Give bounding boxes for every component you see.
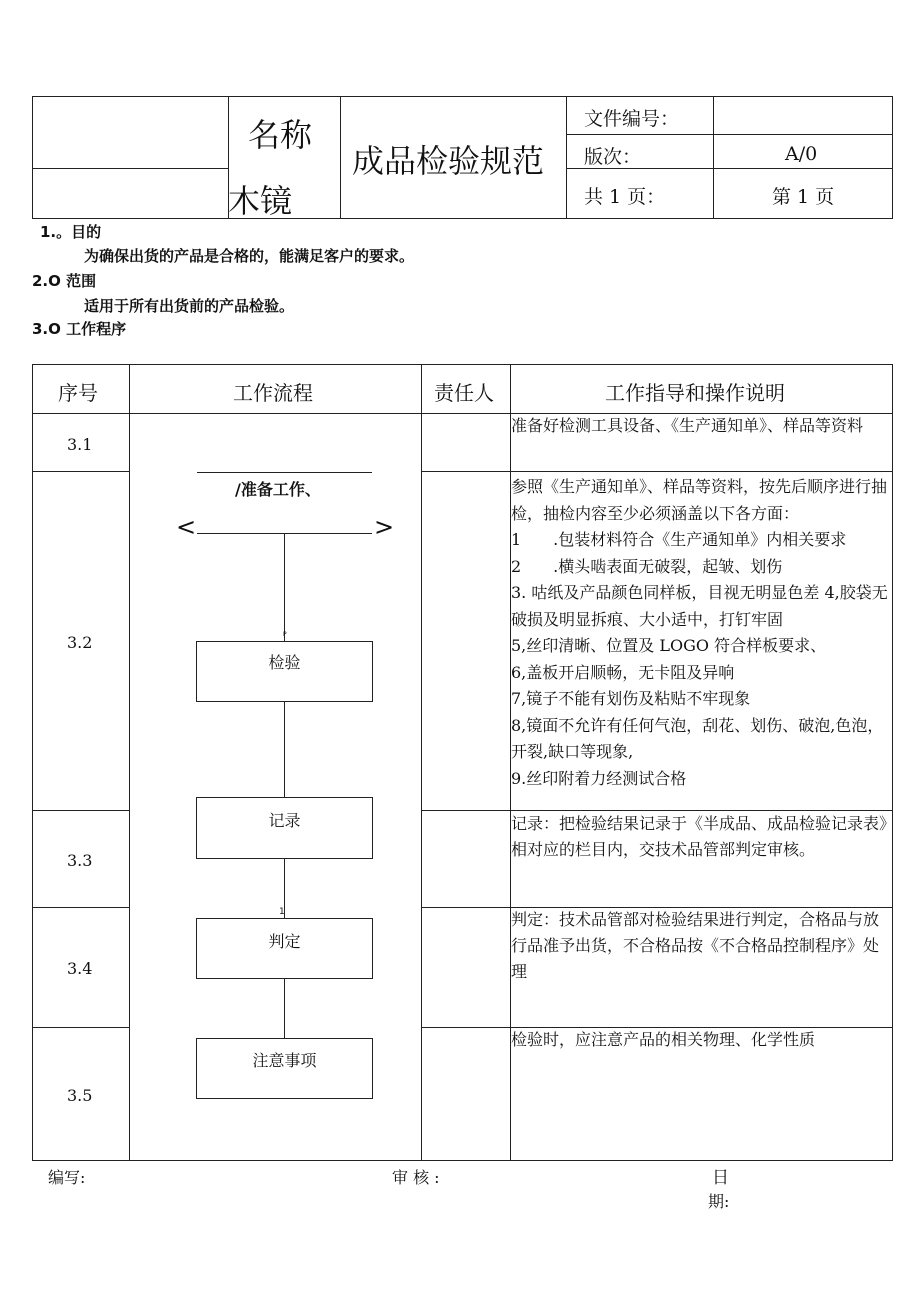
- instruction-line: 2 .横头啮表面无破裂，起皱、划伤: [511, 556, 783, 576]
- review-label: 审 核 :: [392, 1168, 440, 1187]
- doc-title: 成品检验规范: [352, 142, 545, 180]
- flow-connector: [284, 979, 285, 1038]
- col-header-owner: 责任人: [434, 381, 494, 405]
- date-label-top: 日: [712, 1168, 729, 1188]
- name-label: 名称: [248, 116, 313, 154]
- instruction-line: 1 .包装材料符合《生产通知单》内相关要求: [511, 530, 847, 549]
- version-value: A/0: [785, 143, 818, 165]
- flow-connector: [284, 702, 285, 797]
- flow-step-judge: [196, 918, 373, 979]
- row-no: 3.4: [67, 959, 93, 978]
- instruction-line: 8,镜面不允许有任何气泡，刮花、划伤、破泡,色泡，开裂,缺口等现象,: [511, 715, 884, 761]
- instruction-cell-3-4: [511, 907, 894, 1027]
- section-3-heading: 3.O 工作程序: [32, 320, 127, 338]
- instruction-line: 6,盖板开启顺畅，无卡阻及异响: [511, 662, 735, 682]
- flow-start-label: /准备工作、: [235, 480, 321, 499]
- instruction-line: 记录：把检验结果记录于《半成品、成品检验记录表》相对应的栏目内，交技术品管部判定审核。: [511, 814, 888, 859]
- page-number: 第 1 页: [772, 186, 835, 208]
- version-label: 版次：: [584, 146, 642, 168]
- row-no: 3.1: [67, 435, 93, 454]
- section-1-text: 为确保出货的产品是合格的，能满足客户的要求。: [84, 247, 415, 265]
- flow-step-label: 记录: [268, 811, 301, 830]
- instruction-cell-3-2: [511, 474, 894, 809]
- author-label: 编写:: [48, 1168, 86, 1187]
- instruction-line: 9.丝印附着力经测试合格: [511, 768, 687, 788]
- col-header-flow: 工作流程: [233, 381, 313, 405]
- row-no: 3.3: [67, 851, 93, 870]
- section-2-text: 适用于所有出货前的产品检验。: [84, 297, 295, 315]
- flow-arrow-right-icon: >: [374, 513, 395, 541]
- flow-step-label: 判定: [268, 932, 301, 951]
- col-header-instructions: 工作指导和操作说明: [605, 381, 785, 405]
- instruction-line: 3. 咕纸及产品颜色同样板，目视无明显色差 4,胶袋无破损及明显拆痕、大小适中，打钉牢固: [511, 583, 888, 629]
- instruction-line: 准备好检测工具设备、《生产通知单》、样品等资料: [511, 416, 864, 435]
- flow-step-label: 检验: [268, 653, 301, 672]
- instruction-line: 判定：技术品管部对检验结果进行判定，合格品与放行品准予出货，不合格品按《不合格品控制程序》处理: [511, 910, 880, 981]
- flow-mark: P: [283, 631, 287, 638]
- flow-step-inspect: [196, 641, 373, 702]
- flow-step-notes: [196, 1038, 373, 1099]
- product-name: 木镜: [228, 182, 293, 220]
- total-pages: 共 1 页：: [584, 186, 666, 208]
- row-no: 3.2: [67, 633, 93, 652]
- instruction-cell-3-5: [511, 1027, 894, 1160]
- flow-mark: 1: [279, 907, 285, 917]
- instruction-line: 7,镜子不能有划伤及粘贴不牢现象: [511, 689, 751, 708]
- doc-no-label: 文件编号：: [584, 108, 680, 130]
- section-2-heading: 2.O 范围: [32, 272, 97, 290]
- flow-step-record: [196, 797, 373, 859]
- instruction-line: 参照《生产通知单》、样品等资料，按先后顺序进行抽检，抽检内容至少必须涵盖以下各方面：: [511, 477, 888, 523]
- flow-start-topline: [197, 472, 372, 473]
- instruction-line: 5,丝印清晰、位置及 LOGO 符合样板要求、: [511, 636, 827, 655]
- section-1-heading: 1.。目的: [40, 223, 102, 241]
- flow-arrow-left-icon: <: [176, 513, 197, 541]
- instruction-line: 检验时，应注意产品的相关物理、化学性质: [511, 1030, 816, 1049]
- flow-step-label: 注意事项: [252, 1051, 317, 1070]
- col-header-no: 序号: [58, 381, 98, 405]
- date-label-bottom: 期:: [708, 1192, 730, 1211]
- instruction-cell-3-3: [511, 811, 894, 907]
- flow-connector: [284, 533, 285, 641]
- instruction-cell-3-1: [511, 413, 894, 471]
- row-no: 3.5: [67, 1086, 93, 1105]
